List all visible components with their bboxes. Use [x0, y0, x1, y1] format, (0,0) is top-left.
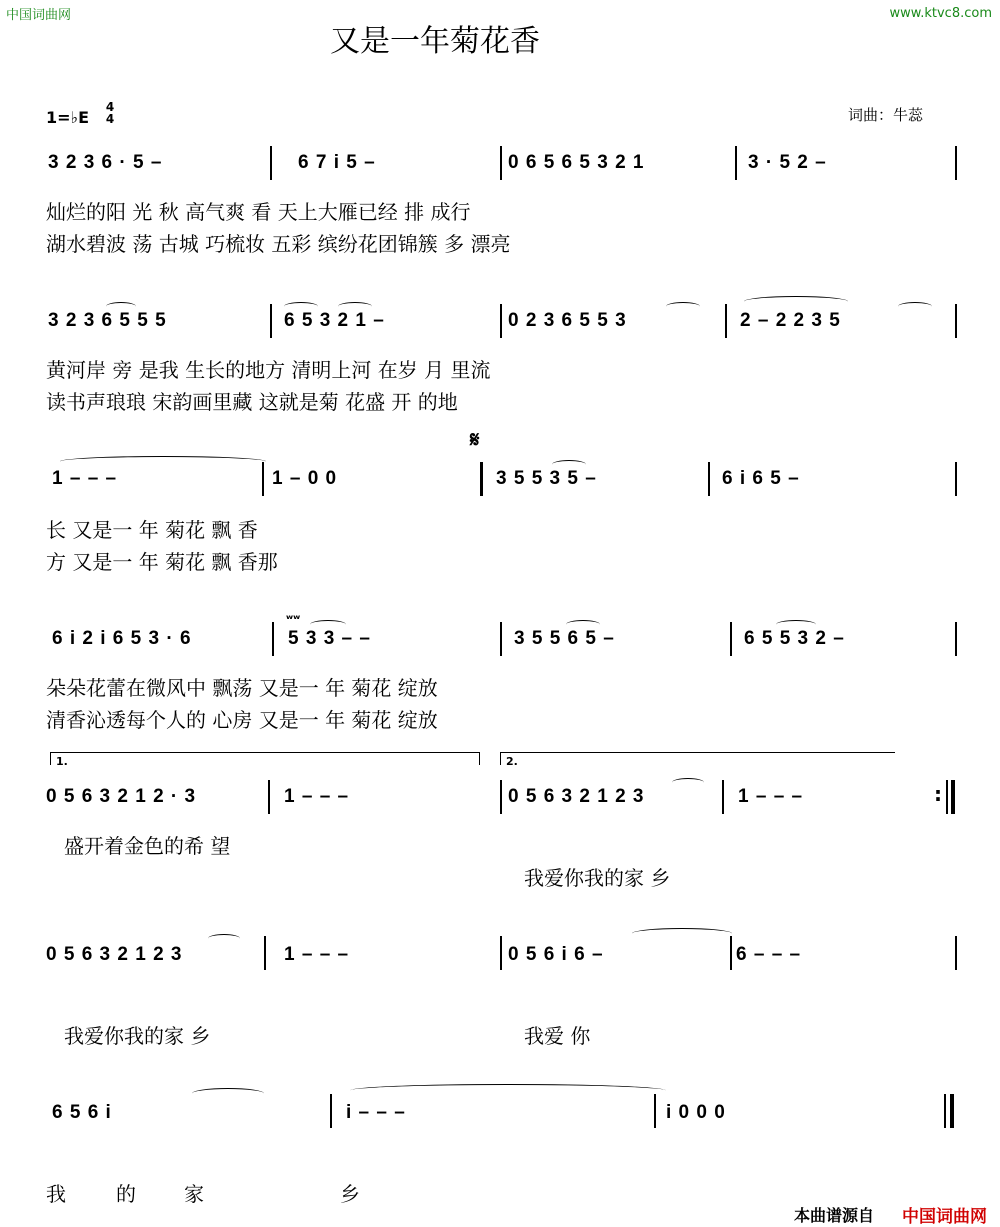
row5-measure2: 1 – – – [284, 786, 350, 807]
row7-measure1: 6 5 6 i [52, 1102, 112, 1123]
barline [270, 304, 272, 338]
row2-lyric-verse1: 黄河岸 旁 是我 生长的地方 清明上河 在岁 月 里流 [46, 358, 491, 382]
row7-measure3: i 0 0 0 [666, 1102, 726, 1123]
segno-sign: 𝄋 [470, 428, 480, 453]
row4-measure4: 6 5 5 3 2 – [744, 628, 845, 649]
row6-lyric-line1: 我爱你我的家 乡 [64, 1024, 211, 1048]
row4-lyric-verse1: 朵朵花蕾在微风中 飘荡 又是一 年 菊花 绽放 [46, 676, 438, 700]
barline [270, 146, 272, 180]
row2-measure4: 2 – 2 2 3 5 [740, 310, 841, 331]
row1-measure1: 3 2 3 6 · 5 – [48, 152, 163, 173]
barline [500, 936, 502, 970]
footer-site-link[interactable]: 中国词曲网 [902, 1207, 987, 1227]
barline [262, 462, 264, 496]
row1-measure4: 3 · 5 2 – [748, 152, 827, 173]
row4-measure2: 5 3 3 – – [288, 628, 371, 649]
row3-lyric-verse1: 长 又是一 年 菊花 飘 香 [46, 518, 258, 542]
barline [708, 462, 710, 496]
row5-lyric-volta1: 盛开着金色的希 望 [64, 834, 231, 858]
volta-bracket-1 [50, 752, 480, 765]
barline [500, 622, 502, 656]
row3-measure1: 1 – – – [52, 468, 118, 489]
barline-repeat-thick [951, 780, 955, 814]
final-barline-thick [950, 1094, 954, 1128]
row2-measure3: 0 2 3 6 5 5 3 [508, 310, 627, 331]
slur [672, 778, 704, 787]
barline [955, 462, 957, 496]
barline [500, 780, 502, 814]
row4-measure1: 6 i 2 i 6 5 3 · 6 [52, 628, 192, 649]
row6-lyric-line2: 我爱 你 [524, 1024, 591, 1048]
barline [955, 622, 957, 656]
row2-measure1: 3 2 3 6 5 5 5 [48, 310, 167, 331]
row3-measure3: 3 5 5 3 5 – [496, 468, 597, 489]
barline-thick [480, 462, 483, 496]
barline [272, 622, 274, 656]
barline [955, 936, 957, 970]
barline-repeat-thin [946, 780, 948, 814]
tie [744, 296, 848, 307]
barline [654, 1094, 656, 1128]
song-title: 又是一年菊花香 [330, 24, 540, 59]
site-url[interactable]: www.ktvc8.com [889, 6, 992, 21]
row1-measure2: 6 7 i 5 – [298, 152, 376, 173]
row3-lyric-verse2: 方 又是一 年 菊花 飘 香那 [46, 550, 278, 574]
row5-measure4: 1 – – – [738, 786, 804, 807]
row3-measure2: 1 – 0 0 [272, 468, 338, 489]
barline [735, 146, 737, 180]
footer-source-label: 本曲谱源自 [794, 1206, 875, 1225]
row6-measure4: 6 – – – [736, 944, 802, 965]
slur [208, 934, 240, 943]
final-barline-thin [944, 1094, 946, 1128]
volta-number-1: 1. [56, 755, 68, 768]
barline [722, 780, 724, 814]
slur [666, 302, 700, 311]
key-signature: 1=♭E [46, 108, 90, 127]
barline [730, 936, 732, 970]
row1-lyric-verse1: 灿烂的阳 光 秋 高气爽 看 天上大雁已经 排 成行 [46, 200, 471, 224]
trill-mark: ʷʷ [286, 612, 301, 626]
barline [955, 146, 957, 180]
row5-measure1: 0 5 6 3 2 1 2 · 3 [46, 786, 197, 807]
barline [500, 304, 502, 338]
author-credit: 词曲：牛蕊 [848, 106, 924, 124]
row7-lyric-4: 乡 [340, 1182, 360, 1206]
barline [330, 1094, 332, 1128]
row1-measure3: 0 6 5 6 5 3 2 1 [508, 152, 645, 173]
tie [350, 1084, 666, 1097]
row7-lyric-2: 的 [116, 1182, 136, 1206]
row5-lyric-volta2: 我爱你我的家 乡 [524, 866, 671, 890]
row5-measure3: 0 5 6 3 2 1 2 3 [508, 786, 645, 807]
time-signature [104, 101, 116, 125]
site-logo-left[interactable]: 中国词曲网 [6, 8, 72, 23]
row4-lyric-verse2: 清香沁透每个人的 心房 又是一 年 菊花 绽放 [46, 708, 438, 732]
barline [264, 936, 266, 970]
barline [268, 780, 270, 814]
tie [632, 928, 732, 939]
row3-measure4: 6 i 6 5 – [722, 468, 800, 489]
volta-bracket-2 [500, 752, 895, 765]
barline [955, 304, 957, 338]
row7-lyric-3: 家 [184, 1182, 204, 1206]
row2-lyric-verse2: 读书声琅琅 宋韵画里藏 这就是菊 花盛 开 的地 [46, 390, 458, 414]
barline [730, 622, 732, 656]
row7-lyric-1: 我 [46, 1182, 66, 1206]
barline [500, 146, 502, 180]
row2-measure2: 6 5 3 2 1 – [284, 310, 385, 331]
row1-lyric-verse2: 湖水碧波 荡 古城 巧梳妆 五彩 缤纷花团锦簇 多 漂亮 [46, 232, 511, 256]
row7-measure2: i – – – [346, 1102, 406, 1123]
row6-measure1: 0 5 6 3 2 1 2 3 [46, 944, 183, 965]
barline [725, 304, 727, 338]
slur [898, 302, 932, 311]
repeat-dots: : [934, 782, 942, 806]
slur [192, 1088, 264, 1099]
volta-number-2: 2. [506, 755, 518, 768]
row4-measure3: 3 5 5 6 5 – [514, 628, 615, 649]
row6-measure3: 0 5 6 i 6 – [508, 944, 604, 965]
time-signature-bottom: 4 [105, 112, 115, 126]
tie [60, 456, 266, 467]
time-signature-top: 4 [105, 100, 115, 114]
row6-measure2: 1 – – – [284, 944, 350, 965]
